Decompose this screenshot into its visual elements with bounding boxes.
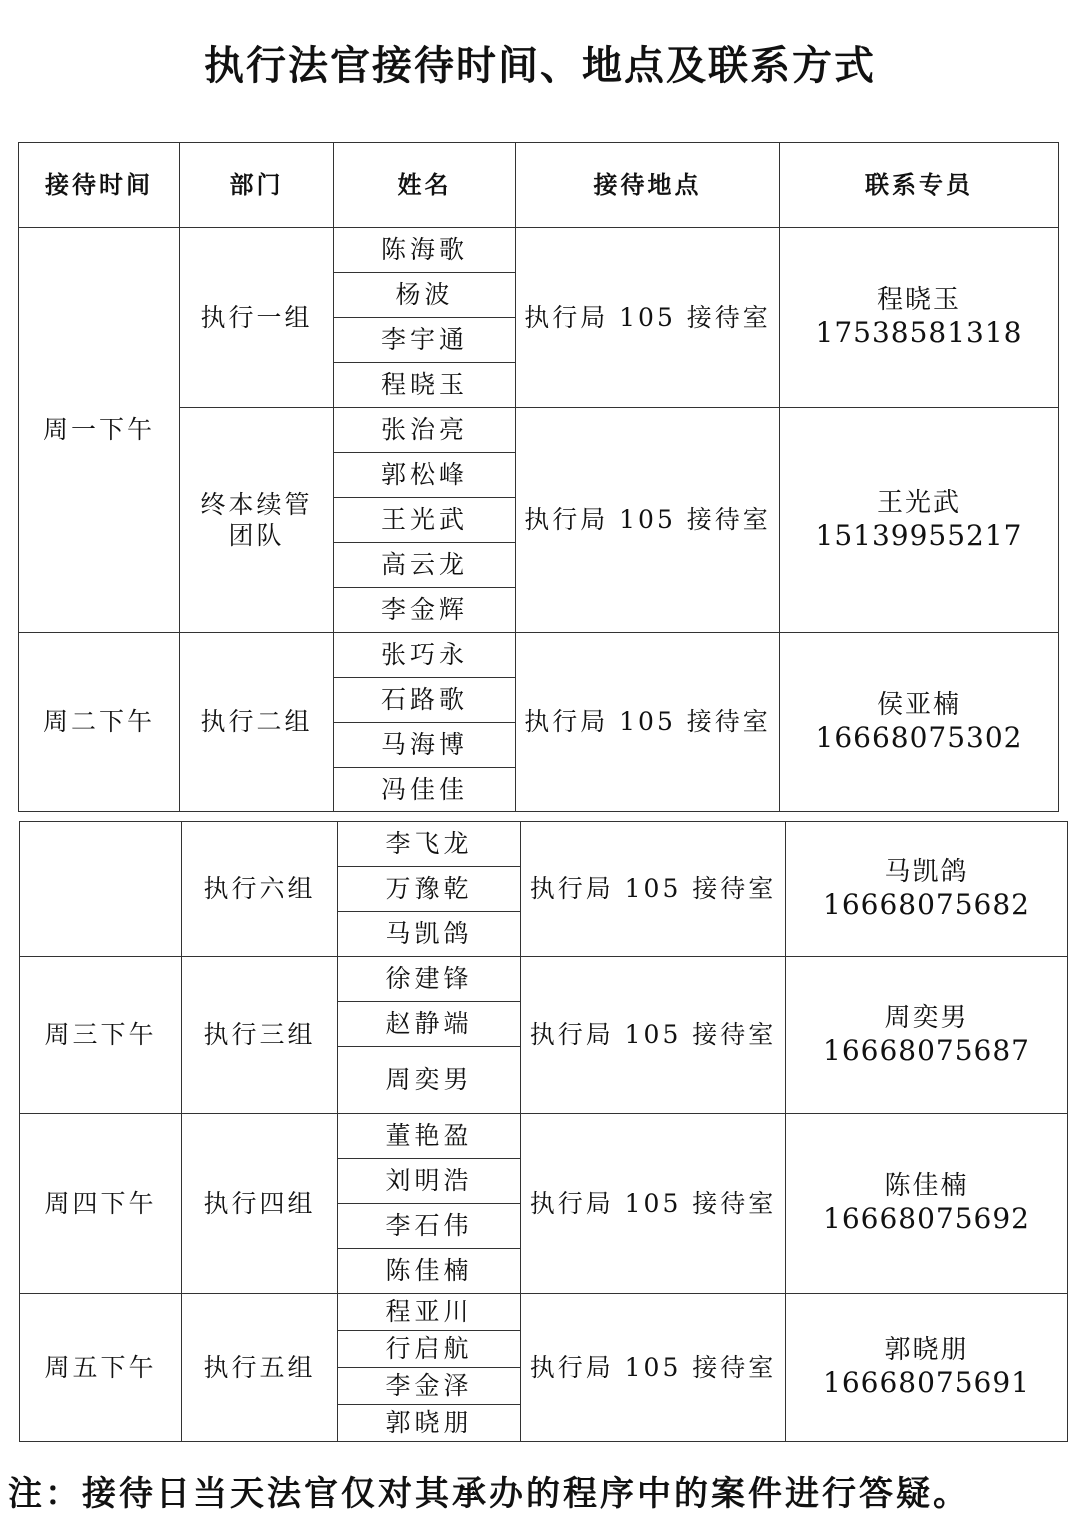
contact-name: 侯亚楠 (876, 689, 961, 720)
staff-name: 周奕男 (338, 1047, 521, 1114)
staff-name: 李宇通 (334, 318, 516, 363)
header-reception-time: 接待时间 (19, 143, 180, 228)
contact-phone: 16668075302 (815, 720, 1023, 754)
table-header-row (19, 143, 1059, 228)
contact-phone: 16668075682 (823, 887, 1030, 921)
staff-name: 石路歌 (334, 678, 516, 723)
table-row (20, 957, 1068, 1002)
location-cell: 执行局 105 接待室 (521, 957, 786, 1114)
staff-name: 张巧永 (334, 633, 516, 678)
dept-cell: 执行二组 (180, 633, 334, 812)
dept-cell: 执行四组 (182, 1114, 338, 1294)
staff-name: 王光武 (334, 498, 516, 543)
staff-name: 高云龙 (334, 543, 516, 588)
staff-name: 赵静端 (338, 1002, 521, 1047)
day-cell: 周四下午 (20, 1114, 182, 1294)
table-row (19, 633, 1059, 678)
contact-name: 陈佳楠 (884, 1171, 969, 1202)
day-cell: 周一下午 (19, 228, 180, 633)
contact-name: 周奕男 (884, 1002, 969, 1033)
header-department: 部门 (180, 143, 334, 228)
staff-name: 李石伟 (338, 1204, 521, 1249)
location-cell: 执行局 105 接待室 (521, 1114, 786, 1294)
contact-name: 马凯鸽 (884, 856, 969, 887)
staff-name: 冯佳佳 (334, 768, 516, 812)
location-cell: 执行局 105 接待室 (521, 822, 786, 957)
contact-name: 程晓玉 (876, 285, 961, 316)
dept-cell: 执行一组 (180, 228, 334, 408)
dept-text: 终本续管团队 (200, 489, 313, 550)
contact-cell (786, 957, 1068, 1114)
table-row (20, 1294, 1068, 1331)
contact-cell (780, 633, 1059, 812)
table-row (20, 1114, 1068, 1159)
schedule-table-part-1 (18, 142, 1059, 812)
contact-cell (786, 822, 1068, 957)
day-cell (20, 822, 182, 957)
contact-cell (780, 228, 1059, 408)
contact-phone: 15139955217 (815, 518, 1023, 552)
day-cell: 周二下午 (19, 633, 180, 812)
staff-name: 陈佳楠 (338, 1249, 521, 1294)
staff-name: 张治亮 (334, 408, 516, 453)
location-cell: 执行局 105 接待室 (521, 1294, 786, 1442)
location-cell: 执行局 105 接待室 (516, 408, 780, 633)
contact-cell (786, 1114, 1068, 1294)
staff-name: 刘明浩 (338, 1159, 521, 1204)
contact-name: 郭晓朋 (884, 1335, 969, 1366)
staff-name: 李飞龙 (338, 822, 521, 867)
contact-phone: 16668075692 (823, 1202, 1030, 1236)
contact-name: 王光武 (876, 487, 961, 518)
schedule-table-part-2 (19, 821, 1068, 1442)
staff-name: 杨波 (334, 273, 516, 318)
staff-name: 马海博 (334, 723, 516, 768)
footnote: 注：接待日当天法官仅对其承办的程序中的案件进行答疑。 (8, 1474, 970, 1514)
day-cell: 周三下午 (20, 957, 182, 1114)
contact-phone: 16668075687 (823, 1033, 1030, 1067)
staff-name: 万豫乾 (338, 867, 521, 912)
staff-name: 马凯鸽 (338, 912, 521, 957)
contact-cell (786, 1294, 1068, 1442)
contact-phone: 16668075691 (823, 1366, 1030, 1400)
table-row (20, 822, 1068, 867)
table-row (19, 228, 1059, 273)
dept-cell (180, 408, 334, 633)
dept-cell: 执行三组 (182, 957, 338, 1114)
staff-name: 李金辉 (334, 588, 516, 633)
staff-name: 徐建锋 (338, 957, 521, 1002)
staff-name: 行启航 (338, 1331, 521, 1368)
header-name: 姓名 (334, 143, 516, 228)
contact-cell (780, 408, 1059, 633)
header-location: 接待地点 (516, 143, 780, 228)
contact-phone: 17538581318 (815, 316, 1023, 350)
staff-name: 李金泽 (338, 1368, 521, 1405)
page-title: 执行法官接待时间、地点及联系方式 (204, 43, 876, 89)
header-contact: 联系专员 (780, 143, 1059, 228)
location-cell: 执行局 105 接待室 (516, 228, 780, 408)
staff-name: 郭晓朋 (338, 1405, 521, 1442)
dept-cell: 执行六组 (182, 822, 338, 957)
staff-name: 董艳盈 (338, 1114, 521, 1159)
day-cell: 周五下午 (20, 1294, 182, 1442)
location-cell: 执行局 105 接待室 (516, 633, 780, 812)
staff-name: 程亚川 (338, 1294, 521, 1331)
staff-name: 郭松峰 (334, 453, 516, 498)
staff-name: 陈海歌 (334, 228, 516, 273)
dept-cell: 执行五组 (182, 1294, 338, 1442)
staff-name: 程晓玉 (334, 363, 516, 408)
